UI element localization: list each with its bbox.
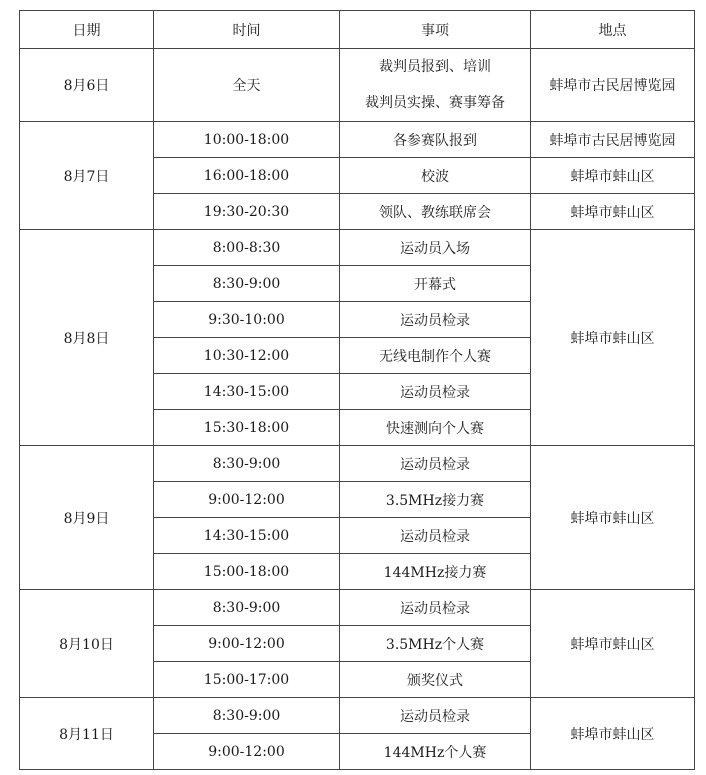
- time-cell: 14:30-15:00: [154, 518, 340, 554]
- time-cell: 16:00-18:00: [154, 158, 340, 194]
- time-cell: 9:00-12:00: [154, 734, 340, 770]
- time-cell: 10:00-18:00: [154, 122, 340, 158]
- table-row: [20, 230, 695, 266]
- place-cell: 蚌埠市蚌山区: [531, 698, 695, 770]
- time-cell: 15:00-17:00: [154, 662, 340, 698]
- date-cell: 8月7日: [20, 122, 154, 230]
- item-cell: 颁奖仪式: [340, 662, 531, 698]
- time-cell: 8:30-9:00: [154, 590, 340, 626]
- header-time: 时间: [154, 11, 340, 49]
- time-cell: 8:30-9:00: [154, 446, 340, 482]
- header-row: [20, 11, 695, 49]
- place-cell: 蚌埠市蚌山区: [531, 230, 695, 446]
- item-cell: 运动员检录: [340, 698, 531, 734]
- date-cell: 8月10日: [20, 590, 154, 698]
- header-item: 事项: [340, 11, 531, 49]
- time-cell: 9:00-12:00: [154, 482, 340, 518]
- date-cell: 8月9日: [20, 446, 154, 590]
- time-cell: 8:00-8:30: [154, 230, 340, 266]
- date-cell: 8月11日: [20, 698, 154, 770]
- item-cell: 144MHz接力赛: [340, 554, 531, 590]
- item-cell: 运动员检录: [340, 518, 531, 554]
- time-cell: 15:30-18:00: [154, 410, 340, 446]
- table-row: [20, 122, 695, 158]
- table-row: [20, 590, 695, 626]
- time-cell: 10:30-12:00: [154, 338, 340, 374]
- place-cell: 蚌埠市蚌山区: [531, 590, 695, 698]
- table-row: [20, 446, 695, 482]
- item-cell: 运动员入场: [340, 230, 531, 266]
- item-line: 裁判员实操、赛事筹备: [365, 95, 505, 111]
- schedule-table: [19, 10, 695, 770]
- place-cell: 蚌埠市蚌山区: [531, 446, 695, 590]
- time-cell: 14:30-15:00: [154, 374, 340, 410]
- time-cell: 8:30-9:00: [154, 266, 340, 302]
- place-cell: 蚌埠市蚌山区: [531, 158, 695, 194]
- header-date: 日期: [20, 11, 154, 49]
- item-cell: 144MHz个人赛: [340, 734, 531, 770]
- time-cell: 19:30-20:30: [154, 194, 340, 230]
- item-line: 裁判员报到、培训: [379, 59, 491, 75]
- table-row: [20, 698, 695, 734]
- item-cell: 开幕式: [340, 266, 531, 302]
- date-cell: 8月6日: [20, 49, 154, 122]
- place-cell: 蚌埠市古民居博览园: [531, 49, 695, 122]
- item-cell: 3.5MHz接力赛: [340, 482, 531, 518]
- item-cell: 快速测向个人赛: [340, 410, 531, 446]
- item-cell: 3.5MHz个人赛: [340, 626, 531, 662]
- table-row: [20, 49, 695, 122]
- header-place: 地点: [531, 11, 695, 49]
- item-cell: 运动员检录: [340, 590, 531, 626]
- item-cell: 各参赛队报到: [340, 122, 531, 158]
- time-cell: 9:00-12:00: [154, 626, 340, 662]
- time-cell: 全天: [154, 49, 340, 122]
- item-cell: 运动员检录: [340, 374, 531, 410]
- time-cell: 8:30-9:00: [154, 698, 340, 734]
- item-cell: 运动员检录: [340, 446, 531, 482]
- time-cell: 15:00-18:00: [154, 554, 340, 590]
- item-cell: 无线电制作个人赛: [340, 338, 531, 374]
- item-cell: [340, 49, 531, 122]
- item-cell: 领队、教练联席会: [340, 194, 531, 230]
- time-cell: 9:30-10:00: [154, 302, 340, 338]
- item-cell: 运动员检录: [340, 302, 531, 338]
- date-cell: 8月8日: [20, 230, 154, 446]
- item-cell: 校波: [340, 158, 531, 194]
- place-cell: 蚌埠市古民居博览园: [531, 122, 695, 158]
- place-cell: 蚌埠市蚌山区: [531, 194, 695, 230]
